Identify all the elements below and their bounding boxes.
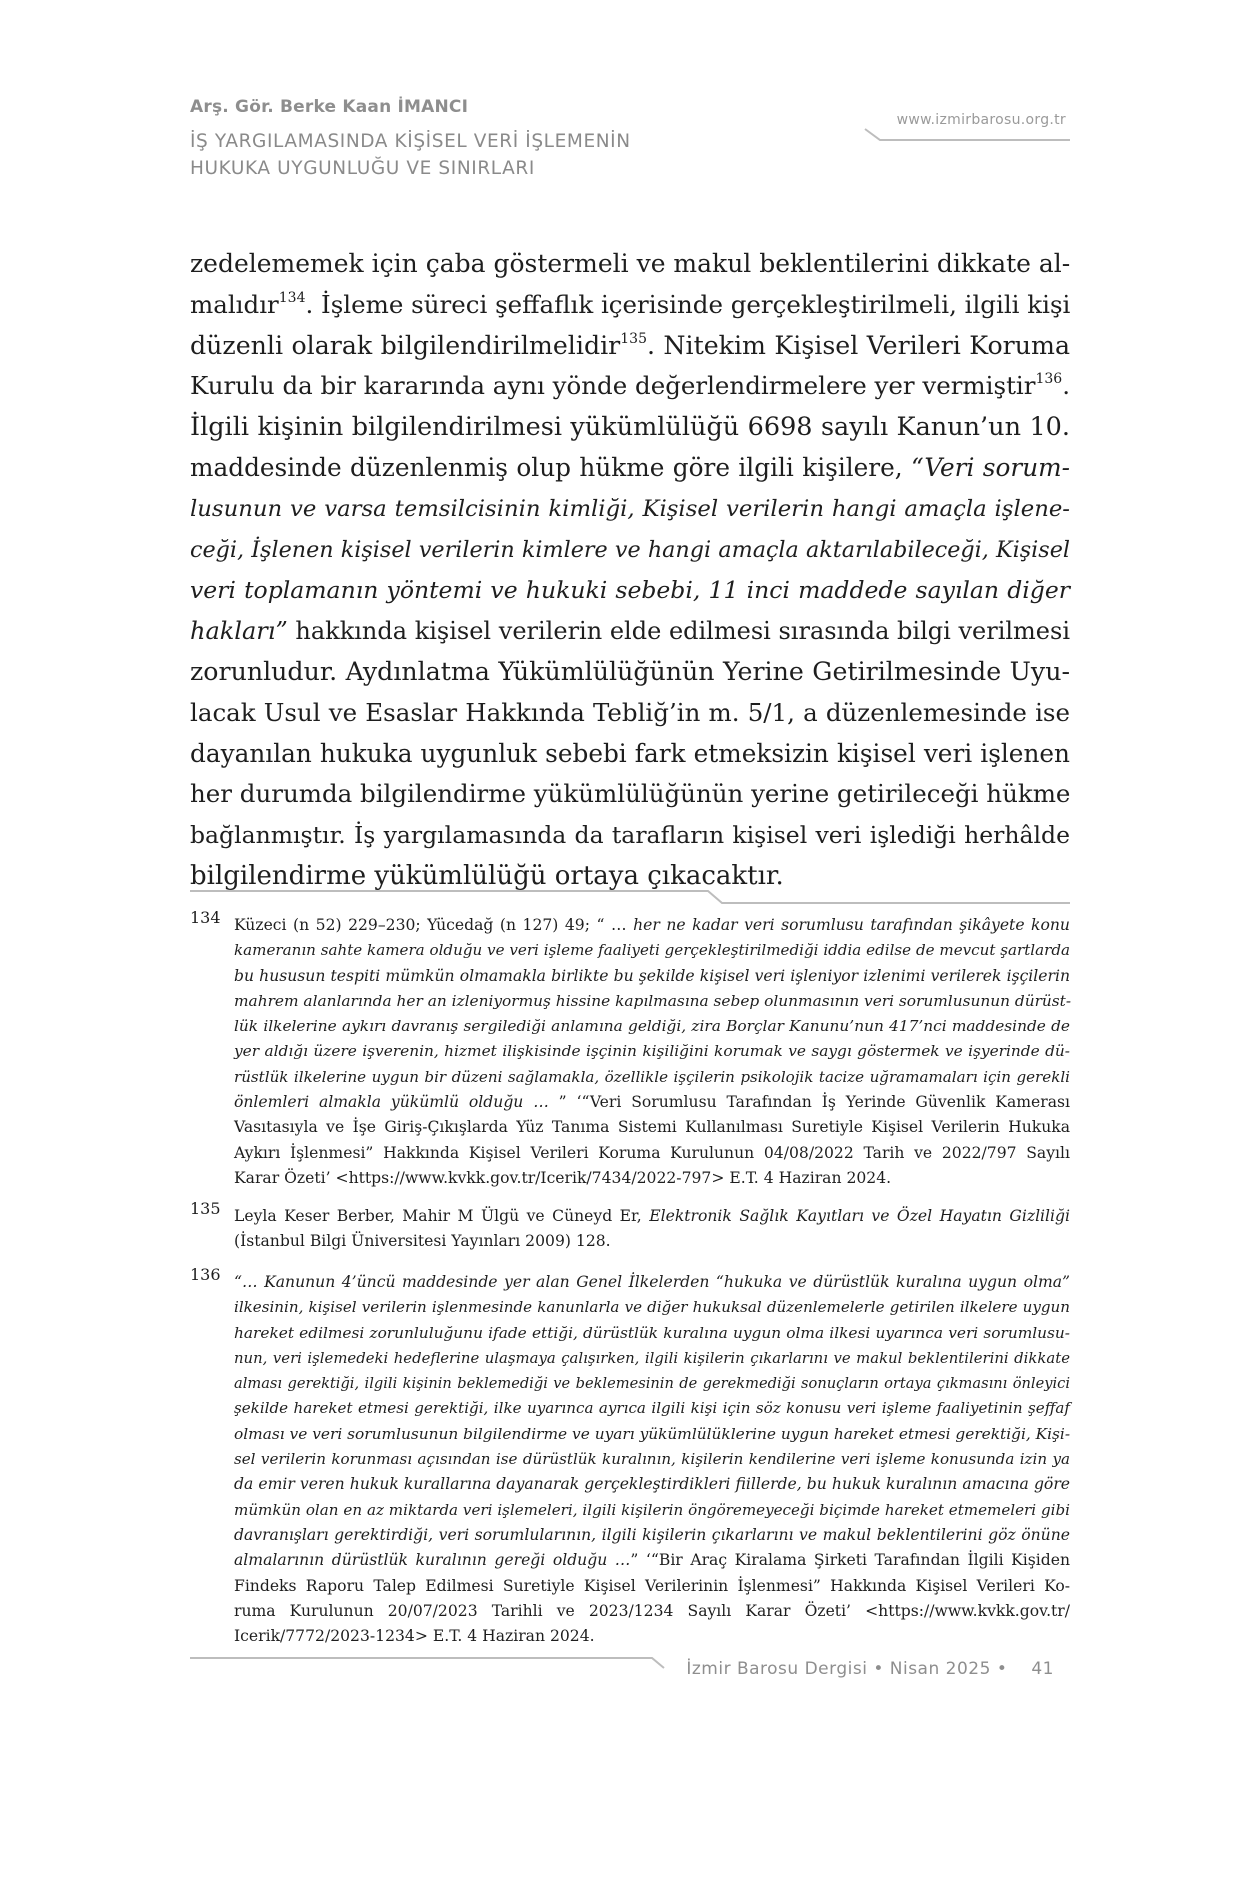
body-line-quote: veri toplamanın yöntemi ve hukuki sebebi, 11 inci maddede sayılan diğer (190, 576, 1070, 605)
page-number: 41 (1031, 1659, 1054, 1679)
quote-text: hakları” (190, 617, 288, 646)
kvkk-link-2022-797[interactable]: Karar Özeti’ <https://www.kvkk.gov.tr/Icerik/7434/2022-797> E.T. 4 Haziran 2024. (234, 1168, 892, 1187)
body-line: zorunludur. Aydınlatma Yükümlülüğünün Yerine Getirilmesinde Uyu- (190, 656, 1070, 686)
body-line-quote: lusunun ve varsa temsilcisinin kimliği, Kişisel verilerin hangi amaçla işlene- (190, 495, 1070, 522)
body-line-quote: ceği, İşlenen kişisel verilerin kimlere ve hangi amaçla aktarılabileceği, Kişisel (190, 536, 1070, 563)
footer-journal: İzmir Barosu Dergisi • Nisan 2025 • (686, 1659, 1008, 1679)
quote-text: “Veri sorum- (911, 452, 1070, 482)
header-article-title (190, 128, 631, 182)
footnote-text: Küzeci (n 52) 229–230; Yücedağ (n 127) 49; “ … her ne kadar veri sorumlusu tarafından şikâyete konu kameranın sahte kamera olduğu ve veri işleme faaliyeti gerçekleştirilmediği iddia edilse de mevcut şartlarda bu hususun tespiti mümkün olmamakla birlikte bu şekilde kişisel veri işleniyor izlenimi verilerek işçilerin mahrem alanlarında her an izleniyormuş hissine kapılmasına sebep olunmasının veri sorumlusunun dürüst- lük ilkelerine aykırı davranış sergilediği anlamına geldiği, zira Borçlar Kanunu’nun 417’nci maddesinde de yer aldığı üzere işverenin, hizmet ilişkisinde işçinin kişiliğini korumak ve saygı göstermek ve işyerinde dü- rüstlük ilkelerine uygun bir düzeni sağlamakla, özellikle işçilerin psikolojik tacize uğramamaları için gerekli önlemleri almakla yükümlü olduğu … ” ‘“Veri Sorumlusu Tarafından İş Yerinde Güvenlik Kamerası Vasıtasıyla ve İşe Giriş-Çıkışlarda Yüz Tanıma Sistemi Kullanılması Suretiyle Kişisel Verilerin Hukuka Aykırı İşlenmesi” Hakkında Kişisel Verileri Koruma Kurulunun 04/08/2022 Tarih ve 2022/797 Sayılı Karar Özeti’ <https://www.kvkk.gov.tr/Icerik/7434/2022-797> E.T. 4 Haziran 2024. (234, 913, 1070, 1191)
footnote-136 (190, 1265, 1070, 1649)
body-line: maddesinde düzenlenmiş olup hükme göre ilgili kişilere, “Veri sorum- (190, 452, 1070, 482)
body-line: hakları” hakkında kişisel verilerin elde edilmesi sırasında bilgi verilmesi (190, 617, 1070, 646)
body-line: zedelememek için çaba göstermeli ve makul beklentilerini dikkate al- (190, 249, 1071, 278)
body-line: malıdır$^{134}$. İşleme süreci şeffaflık içerisinde gerçekleştirilmeli, ilgili kişi (190, 289, 1071, 319)
body-line: bağlanmıştır. İş yargılamasında da tarafların kişisel veri işlediği herhâlde (190, 821, 1070, 850)
header-website: www.izmirbarosu.org.tr (896, 112, 1066, 128)
footer-rule (190, 1656, 665, 1670)
footnote-text: “… Kanunun 4’üncü maddesinde yer alan Genel İlkelerden “hukuka ve dürüstlük kuralına uygun olma” ilkesinin, kişisel verilerin işlenmesinde kanunlarla ve diğer hukuksal düzenlemelerle getirilen ilkelere uygun hareket edilmesi zorunluluğunu ifade ettiği, dürüstlük kuralına uygun olma ilkesi uyarınca veri sorumlusu- nun, veri işlemedeki hedeflerine ulaşmaya çalışırken, ilgili kişilerin çıkarlarını ve makul beklentilerini dikkate alması gerektiği, ilgili kişinin beklemediği ve beklemesinin de gerekmediği sonuçların ortaya çıkmasını önleyici şekilde hareket etmesi gerektiği, ilke uyarınca ayrıca ilgili kişi için söz konusu veri işleme faaliyetinin şeffaf olması ve veri sorumlusunun bilgilendirme ve uyarı yükümlülüklerine uygun hareket etmesi gerektiği, Kişi- sel verilerin korunması açısından ise dürüstlük kuralının, kişilerin kendilerine veri işleme konusunda izin ya da emir veren hukuk kurallarına dayanarak gerçekleştirdikleri fiillerde, bu hukuk kuralının amacına göre mümkün olan en az miktarda veri işlemeleri, ilgili kişilerin öngöremeyeceği biçimde hareket etmemeleri gibi davranışları gerektirdiği, veri sorumlularının, ilgili kişilerin çıkarlarını ve makul beklentilerini göz önüne almalarının dürüstlük kuralının gereği olduğu …” ‘“Bir Araç Kiralama Şirketi Tarafından İlgili Kişiden Findeks Raporu Talep Edilmesi Suretiyle Kişisel Verilerinin İşlenmesi” Hakkında Kişisel Verileri Ko- ruma Kurulunun 20/07/2023 Tarihli ve 2023/1234 Sayılı Karar Özeti’ <https://www.kvkk.gov.tr/ Icerik/7772/2023-1234> E.T. 4 Haziran 2024. (234, 1273, 1070, 1646)
body-line: dayanılan hukuka uygunluk sebebi fark etmeksizin kişisel veri işlenen (190, 738, 1070, 768)
footnote-ref-134[interactable]: 134 (278, 289, 306, 306)
body-line: İlgili kişinin bilgilendirilmesi yükümlülüğü 6698 sayılı Kanun’un 10. (190, 412, 1070, 443)
footnote-number: 136 (190, 1265, 221, 1284)
kvkk-link-2023-1234[interactable]: ruma Kurulunun 20/07/2023 Tarihli ve 2023/1234 Sayılı Karar Özeti’ <https://www.kvkk.gov.tr/ (234, 1601, 1070, 1620)
footnote-number: 134 (190, 908, 221, 927)
page-footer (686, 1659, 1054, 1679)
body-line: Kurulu da bir kararında aynı yönde değerlendirmelere yer vermiştir$^{136}$. (190, 371, 1070, 401)
body-line: düzenli olarak bilgilendirilmelidir$^{135}$. Nitekim Kişisel Verileri Koruma (190, 330, 1070, 360)
body-line: lacak Usul ve Esaslar Hakkında Tebliğ’in m. 5/1, a düzenlemesinde ise (190, 697, 1070, 727)
footnote-ref-135[interactable]: 135 (620, 330, 647, 347)
header-rule (865, 128, 1070, 142)
footnote-text: Leyla Keser Berber, Mahir M Ülgü ve Cüneyd Er, Elektronik Sağlık Kayıtları ve Özel Hayatın Gizliliği (İstanbul Bilgi Üniversitesi Yayınları 2009) 128. (234, 1207, 1070, 1251)
footnote-135 (190, 1199, 1070, 1255)
header-title-line-1: İŞ YARGILAMASINDA KİŞİSEL VERİ İŞLEMENİN (190, 131, 631, 152)
footnote-134 (190, 908, 1072, 1191)
footnote-separator (190, 889, 1070, 905)
header-title-line-2: HUKUKA UYGUNLUĞU VE SINIRLARI (190, 158, 535, 179)
header-author: Arş. Gör. Berke Kaan İMANCI (190, 97, 469, 117)
footnote-number: 135 (190, 1199, 221, 1218)
body-paragraph (190, 244, 1070, 897)
body-line: her durumda bilgilendirme yükümlülüğünün yerine getirileceği hükme (190, 779, 1071, 809)
footnote-ref-136[interactable]: 136 (1035, 371, 1063, 388)
body-line: bilgilendirme yükümlülüğü ortaya çıkacaktır. (190, 860, 784, 891)
